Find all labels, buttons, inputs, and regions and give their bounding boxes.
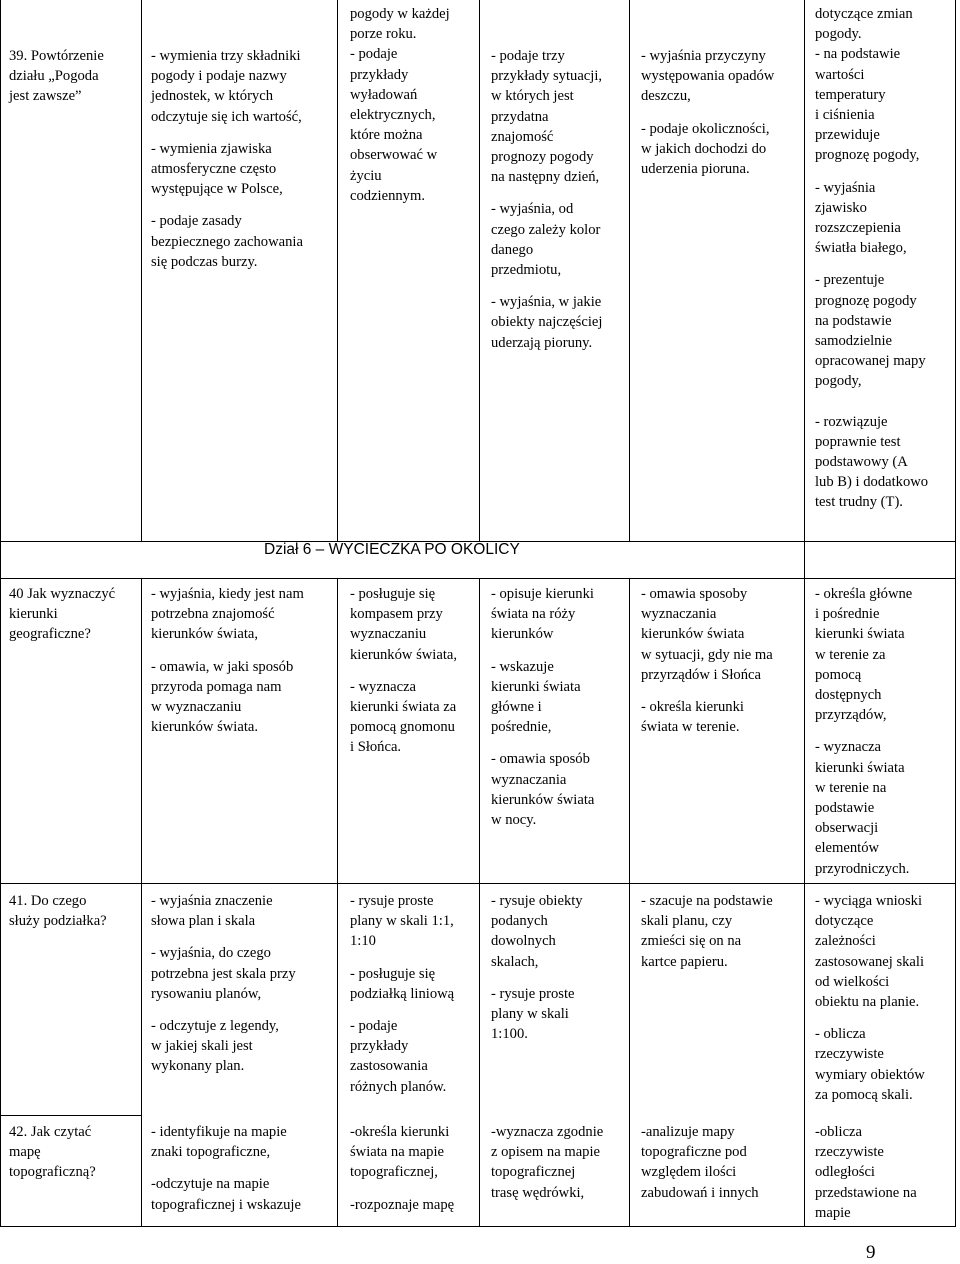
rule-v-3b [479, 578, 480, 1227]
lesson-41-c5-item: - oblicza rzeczywiste wymiary obiektów za pomocą skali. [815, 1026, 925, 1103]
lesson-39-c3-item: - podaje trzy przykłady sytuacji, w których jest przydatna znajomość prognozy pogody na następny dzień, [491, 48, 603, 186]
lesson-39-c4-item: - podaje okoliczności, w jakich dochodzi do uderzenia pioruna. [641, 120, 770, 178]
lesson-40-c5-item: - wyznacza kierunki świata w terenie na podstawie obserwacji elementów przyrodniczych. [815, 739, 910, 877]
rule-v-5 [804, 0, 805, 1227]
lesson-41-c1-item: - wyjaśnia, do czego potrzebna jest skala przy rysowaniu planów, [151, 945, 296, 1002]
lesson-39-title: 39. Powtórzenie działu „Pogoda jest zawsze” [9, 48, 104, 105]
lesson-41-c2-item: - podaje przykłady zastosowania różnych planów. [350, 1018, 447, 1095]
rule-h-bottom [0, 1226, 956, 1227]
lesson-42-c4 [641, 1122, 803, 1203]
lesson-40-c3-item: - wskazuje kierunki świata główne i pośrednie, [491, 658, 581, 736]
lesson-40-c3-item: - omawia sposób wyznaczania kierunków świata w nocy. [491, 751, 595, 829]
lesson-40-c4 [641, 584, 803, 737]
lesson-42-c1 [151, 1122, 335, 1215]
rule-v-4b [629, 578, 630, 1227]
lesson-39-c5-item: - rozwiązuje poprawnie test podstawowy (A lub B) i dodatkowo test trudny (T). [815, 413, 929, 511]
lesson-41-c3-item: - rysuje proste plany w skali 1:100. [491, 985, 575, 1043]
lesson-41-c5-item: - wyciąga wnioski dotyczące zależności zastosowanej skali od wielkości obiektu na planie. [815, 893, 925, 1011]
lesson-40-c1 [151, 584, 335, 737]
lesson-42-c2 [350, 1122, 478, 1215]
rule-v-4 [629, 0, 630, 541]
page-number: 9 [866, 1242, 876, 1263]
lesson-40-c4-item: - określa kierunki świata w terenie. [641, 699, 744, 736]
lesson-39-c1 [151, 46, 335, 272]
lesson-42-c5-item: -oblicza rzeczywiste odległości przedstawione na mapie [815, 1124, 917, 1221]
lesson-39-c5-item: dotyczące zmian pogody. - na podstawie wartości temperatury i ciśnienia przewiduje prognozę pogody, [815, 6, 920, 164]
rule-v-0 [0, 0, 1, 1227]
lesson-42-c1-item: - identyfikuje na mapie znaki topograficzne, [151, 1124, 287, 1161]
lesson-40-c5-item: - określa główne i pośrednie kierunki świata w terenie za pomocą dostępnych przyrządów, [815, 586, 913, 724]
rule-h-title-bottom [0, 578, 956, 579]
lesson-40-c1-item: - omawia, w jaki sposób przyroda pomaga nam w wyznaczaniu kierunków świata. [151, 658, 294, 736]
lesson-41-c1-item: - odczytuje z legendy, w jakiej skali jest wykonany plan. [151, 1018, 279, 1075]
lesson-42-c3 [491, 1122, 628, 1203]
lesson-40-c2-item: - posługuje się kompasem przy wyznaczaniu kierunków świata, [350, 586, 457, 663]
lesson-40-c3 [491, 584, 628, 830]
lesson-40-title: 40 Jak wyznaczyć kierunki geograficzne? [9, 586, 116, 643]
lesson-39-c3-item: - wyjaśnia, w jakie obiekty najczęściej uderzają pioruny. [491, 294, 603, 351]
rule-v-2b [337, 578, 338, 1227]
lesson-39-c2 [350, 4, 478, 206]
lesson-40-c1-item: - wyjaśnia, kiedy jest nam potrzebna znajomość kierunków świata, [151, 586, 304, 643]
lesson-41-title: 41. Do czego służy podziałka? [9, 893, 107, 930]
lesson-41-c1-item: - wyjaśnia znaczenie słowa plan i skala [151, 893, 273, 930]
lesson-41-c3 [491, 891, 628, 1044]
lesson-39-c1-item: - podaje zasady bezpiecznego zachowania się podczas burzy. [151, 213, 303, 270]
lesson-39-c5-item: - wyjaśnia zjawisko rozszczepienia światła białego, [815, 179, 907, 257]
lesson-39-c1-item: - wymienia zjawiska atmosferyczne często występujące w Polsce, [151, 140, 283, 198]
lesson-41-c1 [151, 891, 335, 1077]
lesson-40-c4-item: - omawia sposoby wyznaczania kierunków świata w sytuacji, gdy nie ma przyrządów i Słońca [641, 586, 773, 683]
rule-h-42-lesson [0, 1115, 142, 1116]
lesson-39-c5 [815, 4, 955, 513]
lesson-39-c5-item: - prezentuje prognozę pogody na podstawie samodzielnie opracowanej mapy pogody, [815, 272, 926, 390]
rule-v-3 [479, 0, 480, 541]
lesson-40-c2 [350, 584, 478, 758]
lesson-41-c2-item: - posługuje się podziałką liniową [350, 965, 455, 1002]
rule-v-1 [141, 0, 142, 541]
lesson-39-c3 [491, 46, 628, 353]
lesson-41-c3-item: - rysuje obiekty podanych dowolnych skalach, [491, 893, 583, 970]
rule-v-6 [955, 0, 956, 1227]
rule-v-1b [141, 578, 142, 1227]
lesson-41-c2 [350, 891, 478, 1097]
section-title: Dział 6 – WYCIECZKA PO OKOLICY [264, 541, 520, 558]
lesson-39-c1-item: - wymienia trzy składniki pogody i podaje nazwy jednostek, w których odczytuje się ich wartość, [151, 48, 302, 125]
lesson-39-c3-item: - wyjaśnia, od czego zależy kolor danego przedmiotu, [491, 201, 601, 279]
lesson-39-c2-item: pogody w każdej porze roku. - podaje przykłady wyładowań elektrycznych, które można obserwować w życiu codziennym. [350, 6, 450, 204]
lesson-42-c5 [815, 1122, 955, 1223]
lesson-39-c4 [641, 46, 803, 179]
lesson-41-c5 [815, 891, 955, 1105]
lesson-42-c2-item: -rozpoznaje mapę [350, 1196, 455, 1213]
lesson-41-c4 [641, 891, 803, 972]
lesson-40-c3-item: - opisuje kierunki świata na róży kierunków [491, 586, 594, 643]
rule-h-41 [0, 883, 956, 884]
lesson-40-c2-item: - wyznacza kierunki świata za pomocą gnomonu i Słońca. [350, 678, 457, 756]
lesson-42-title: 42. Jak czytać mapę topograficzną? [9, 1124, 96, 1181]
lesson-42-c1-item: -odczytuje na mapie topograficznej i wskazuje [151, 1176, 301, 1213]
lesson-41-c2-item: - rysuje proste plany w skali 1:1, 1:10 [350, 893, 454, 950]
lesson-42-c2-item: -określa kierunki świata na mapie topograficznej, [350, 1124, 450, 1181]
lesson-39-c4-item: - wyjaśnia przyczyny występowania opadów deszczu, [641, 48, 775, 105]
lesson-41-c4-item: - szacuje na podstawie skali planu, czy zmieści się on na kartce papieru. [641, 893, 773, 970]
lesson-42-c4-item: -analizuje mapy topograficzne pod względem ilości zabudowań i innych [641, 1124, 759, 1201]
rule-v-2 [337, 0, 338, 541]
lesson-42-c3-item: -wyznacza zgodnie z opisem na mapie topograficznej trasę wędrówki, [491, 1124, 604, 1201]
lesson-40-c5 [815, 584, 955, 879]
